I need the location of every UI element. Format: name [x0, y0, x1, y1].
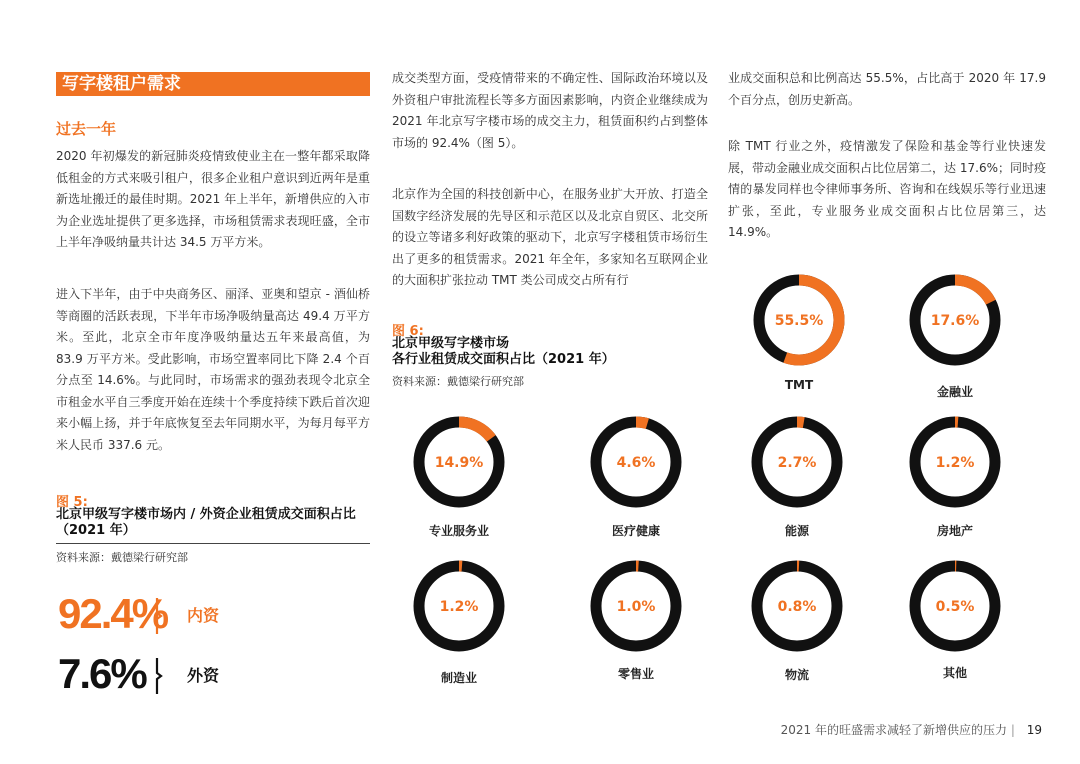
- figure-5-number: 图 5:: [56, 495, 88, 510]
- donut-value-3: 14.9%: [434, 455, 484, 471]
- donut-label-4: 医疗健康: [611, 524, 660, 538]
- donut-value-1: 55.5%: [774, 313, 824, 329]
- right-paragraph-1: 业成交面积总和比例高达 55.5%，占比高于 2020 年 17.9 个百分点，创历史新高。: [728, 71, 1046, 107]
- figure-6-source: 资料来源：戴德梁行研究部: [392, 375, 524, 388]
- donut-value-10: 0.5%: [935, 599, 975, 615]
- footer-text: 2021 年的旺盛需求减轻了新增供应的压力: [780, 723, 1008, 737]
- donut-6: [900, 407, 1010, 517]
- donut-4: [581, 407, 691, 517]
- donut-value-5: 2.7%: [777, 455, 817, 471]
- foreign-bracket-icon: [150, 656, 166, 696]
- donut-label-5: 能源: [784, 524, 809, 538]
- figure-5-source: 资料来源：戴德梁行研究部: [56, 551, 188, 564]
- donut-8: [581, 551, 691, 661]
- donut-label-10: 其他: [942, 666, 967, 680]
- donut-5: [742, 407, 852, 517]
- donut-label-9: 物流: [784, 668, 809, 682]
- donut-1: [744, 265, 854, 375]
- donut-10: [900, 551, 1010, 661]
- figure-5-title: 北京甲级写字楼市场内 / 外资企业租赁成交面积占比（2021 年）: [56, 507, 356, 538]
- figure-5-divider: [56, 543, 370, 544]
- donut-value-2: 17.6%: [930, 313, 980, 329]
- donut-value-8: 1.0%: [616, 599, 656, 615]
- donut-label-3: 专业服务业: [428, 524, 489, 538]
- donut-value-6: 1.2%: [935, 455, 975, 471]
- foreign-label: 外资: [187, 666, 220, 685]
- donut-label-2: 金融业: [936, 385, 973, 399]
- donut-7: [404, 551, 514, 661]
- donut-label-7: 制造业: [440, 671, 477, 685]
- middle-paragraph-1: 成交类型方面，受疫情带来的不确定性、国际政治环境以及外资租户审批流程长等多方面因素影响，内资企业继续成为 2021 年北京写字楼市场的成交主力，租赁面积约占到整体市场的 92.4%（图 5）。: [392, 71, 708, 150]
- footer: [781, 721, 1042, 738]
- donut-value-9: 0.8%: [777, 599, 817, 615]
- donut-9: [742, 551, 852, 661]
- figure-6-title-line-1: 北京甲级写字楼市场: [392, 336, 510, 351]
- donut-value-7: 1.2%: [439, 599, 479, 615]
- footer-separator: |: [1010, 723, 1015, 737]
- donut-3: [404, 407, 514, 517]
- middle-paragraph-2: 北京作为全国的科技创新中心，在服务业扩大开放、打造全国数字经济发展的先导区和示范区以及北京自贸区、北交所的设立等诸多利好政策的驱动下，北京写字楼租赁市场衍生出了更多的租赁需求。2021 年全年，多家知名互联网企业的大面积扩张拉动 TMT 类公司成交占所有行: [392, 187, 708, 287]
- domestic-value: 92.4%: [58, 590, 168, 637]
- right-paragraph-2: 除 TMT 行业之外，疫情激发了保险和基金等行业快速发展，带动金融业成交面积占比位居第二，达 17.6%；同时疫情的暴发同样也令律师事务所、咨询和在线娱乐等行业迅速扩张，至此，专业服务业成交面积占比位居第三，达 14.9%。: [728, 139, 1046, 239]
- sub-title: 过去一年: [56, 120, 117, 138]
- donut-label-1: TMT: [784, 378, 814, 392]
- figure-6-number: 图 6:: [392, 324, 424, 339]
- domestic-label: 内资: [187, 606, 220, 625]
- figure-6-title-line-2: 各行业租赁成交面积占比（2021 年）: [392, 352, 615, 367]
- donut-value-4: 4.6%: [616, 455, 656, 471]
- foreign-value: 7.6%: [58, 650, 146, 697]
- left-paragraph-1: 2020 年初爆发的新冠肺炎疫情致使业主在一整年都采取降低租金的方式来吸引租户，很多企业租户意识到近两年是重新选址搬迁的最佳时期。2021 年上半年，新增供应的入市为企业选址提供了更多选择，市场租赁需求表现旺盛，全市上半年净吸纳量共计达 34.5 万平方米。: [56, 149, 370, 249]
- donut-label-6: 房地产: [936, 524, 973, 538]
- left-paragraph-2: 进入下半年，由于中央商务区、丽泽、亚奥和望京 - 酒仙桥等商圈的活跃表现，下半年市场净吸纳量高达 49.4 万平方米。至此，北京全市年度净吸纳量达五年来最高值，为 83.9 万平方米。受此影响，市场空置率同比下降 2.4 个百分点至 14.6%。与此同时，市场需求的强劲表现令北京全市租金水平自三季度开始在连续十个季度持续下跌后首次迎来小幅上扬，并于年底恢复至去年同期水平，为每月每平方米人民币 337.6 元。: [56, 287, 370, 452]
- section-title: 写字楼租户需求: [56, 72, 370, 96]
- page-number: 19: [1026, 723, 1042, 737]
- donut-label-8: 零售业: [617, 667, 654, 681]
- donut-2: [900, 265, 1010, 375]
- domestic-bracket-icon: [150, 596, 166, 636]
